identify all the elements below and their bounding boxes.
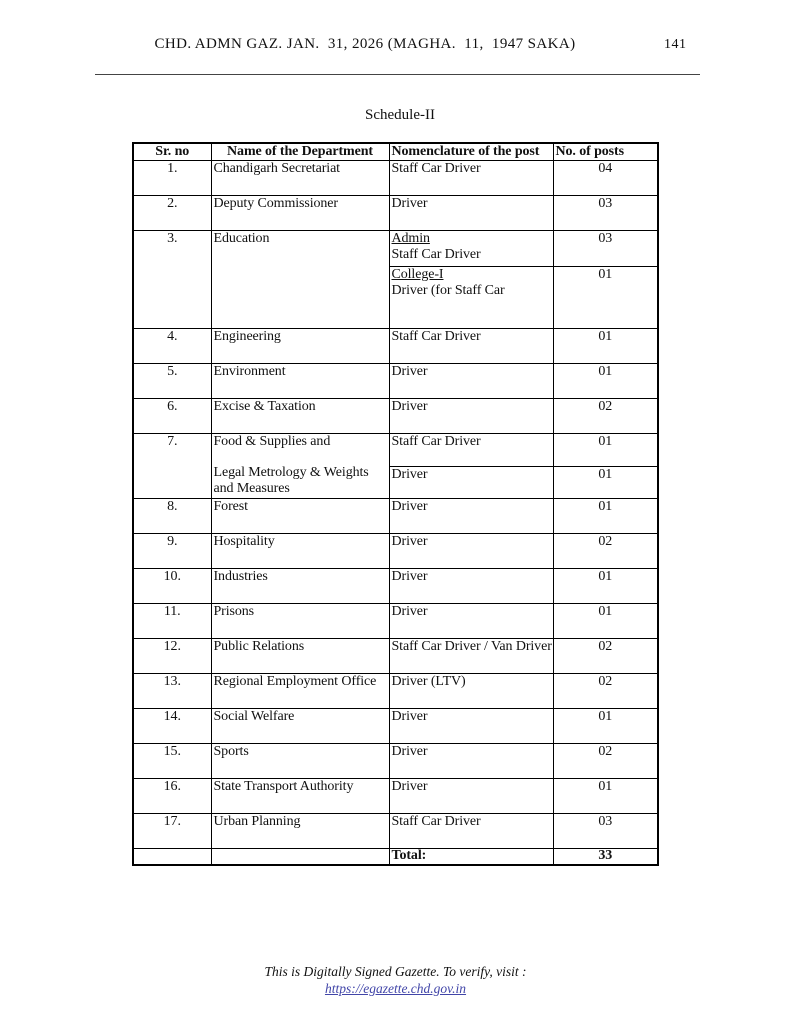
posts-count-cell: 03 bbox=[553, 196, 658, 231]
table-row bbox=[133, 744, 658, 779]
department-cell: Forest bbox=[211, 499, 389, 534]
sr-cell: 11. bbox=[133, 604, 211, 639]
column-header: Nomenclature of the post bbox=[389, 143, 553, 161]
posts-count-cell: 02 bbox=[553, 744, 658, 779]
nomenclature-cell: Driver bbox=[389, 399, 553, 434]
sr-cell: 6. bbox=[133, 399, 211, 434]
sr-cell: 8. bbox=[133, 499, 211, 534]
table-row bbox=[133, 604, 658, 639]
posts-count-cell: 02 bbox=[553, 534, 658, 569]
sr-cell: 16. bbox=[133, 779, 211, 814]
posts-count-cell: 01 bbox=[553, 709, 658, 744]
table-row bbox=[133, 674, 658, 709]
posts-count-cell: 01 bbox=[553, 569, 658, 604]
department-cell: Industries bbox=[211, 569, 389, 604]
department-cell: Deputy Commissioner bbox=[211, 196, 389, 231]
table-row bbox=[133, 434, 658, 467]
posts-count-cell: 02 bbox=[553, 639, 658, 674]
department-cell: Engineering bbox=[211, 329, 389, 364]
department-cell: Excise & Taxation bbox=[211, 399, 389, 434]
table-row bbox=[133, 499, 658, 534]
table-row bbox=[133, 161, 658, 196]
department-cell: Prisons bbox=[211, 604, 389, 639]
sr-cell: 13. bbox=[133, 674, 211, 709]
page-footer bbox=[0, 964, 791, 997]
posts-count-cell: 01 bbox=[553, 267, 658, 329]
column-header: Name of the Department bbox=[211, 143, 389, 161]
department-cell: Environment bbox=[211, 364, 389, 399]
schedule-title: Schedule-II bbox=[365, 107, 435, 123]
column-header: Sr. no bbox=[133, 143, 211, 161]
sr-cell: 7. bbox=[133, 434, 211, 499]
posts-count-cell: 03 bbox=[553, 814, 658, 849]
nomenclature-cell: College-I Driver (for Staff Car bbox=[389, 267, 553, 329]
posts-count-cell: 01 bbox=[553, 604, 658, 639]
sr-cell: 1. bbox=[133, 161, 211, 196]
sr-cell bbox=[133, 849, 211, 866]
nomenclature-cell: Staff Car Driver bbox=[389, 814, 553, 849]
sr-cell: 14. bbox=[133, 709, 211, 744]
table-row bbox=[133, 569, 658, 604]
posts-count-cell: 04 bbox=[553, 161, 658, 196]
total-label-cell: Total: bbox=[389, 849, 553, 866]
nomenclature-cell: Driver (LTV) bbox=[389, 674, 553, 709]
sr-cell: 4. bbox=[133, 329, 211, 364]
sr-cell: 5. bbox=[133, 364, 211, 399]
nomenclature-cell: Driver bbox=[389, 467, 553, 499]
sr-cell: 3. bbox=[133, 231, 211, 329]
nomenclature-cell: Driver bbox=[389, 744, 553, 779]
posts-count-cell: 01 bbox=[553, 329, 658, 364]
department-cell bbox=[211, 849, 389, 866]
nomenclature-cell: Staff Car Driver bbox=[389, 161, 553, 196]
table-row bbox=[133, 534, 658, 569]
nomenclature-cell: Driver bbox=[389, 604, 553, 639]
posts-count-cell: 02 bbox=[553, 399, 658, 434]
table-row bbox=[133, 231, 658, 267]
department-cell: Regional Employment Office bbox=[211, 674, 389, 709]
posts-count-cell: 01 bbox=[553, 364, 658, 399]
nomenclature-cell: Driver bbox=[389, 499, 553, 534]
header-divider bbox=[95, 74, 700, 75]
table-row bbox=[133, 399, 658, 434]
table-row bbox=[133, 329, 658, 364]
department-cell: Food & Supplies and Legal Metrology & Weights and Measures bbox=[211, 434, 389, 499]
department-cell: Urban Planning bbox=[211, 814, 389, 849]
nomenclature-cell: Staff Car Driver bbox=[389, 434, 553, 467]
page-number: 141 bbox=[664, 37, 687, 52]
table-row bbox=[133, 814, 658, 849]
table-body bbox=[133, 161, 658, 866]
sr-cell: 12. bbox=[133, 639, 211, 674]
sr-cell: 9. bbox=[133, 534, 211, 569]
nomenclature-cell: Staff Car Driver / Van Driver bbox=[389, 639, 553, 674]
table-row bbox=[133, 639, 658, 674]
sr-cell: 10. bbox=[133, 569, 211, 604]
sr-cell: 17. bbox=[133, 814, 211, 849]
department-cell: Public Relations bbox=[211, 639, 389, 674]
total-row bbox=[133, 849, 658, 866]
department-cell: Chandigarh Secretariat bbox=[211, 161, 389, 196]
nomenclature-cell: Driver bbox=[389, 534, 553, 569]
posts-count-cell: 01 bbox=[553, 779, 658, 814]
department-cell: Social Welfare bbox=[211, 709, 389, 744]
nomenclature-cell: Driver bbox=[389, 196, 553, 231]
nomenclature-cell: Admin Staff Car Driver bbox=[389, 231, 553, 267]
table-row bbox=[133, 196, 658, 231]
department-cell: Education bbox=[211, 231, 389, 329]
nomenclature-cell: Driver bbox=[389, 779, 553, 814]
nomenclature-cell: Driver bbox=[389, 569, 553, 604]
department-cell: Sports bbox=[211, 744, 389, 779]
header-row bbox=[133, 143, 658, 161]
schedule-table bbox=[132, 142, 659, 866]
table-row bbox=[133, 709, 658, 744]
total-value-cell: 33 bbox=[553, 849, 658, 866]
posts-count-cell: 03 bbox=[553, 231, 658, 267]
posts-count-cell: 01 bbox=[553, 434, 658, 467]
nomenclature-cell: Driver bbox=[389, 364, 553, 399]
posts-count-cell: 01 bbox=[553, 499, 658, 534]
gazette-header-line: CHD. ADMN GAZ. JAN. 31, 2026 (MAGHA. 11, 1947 SAKA) bbox=[154, 36, 576, 52]
department-cell: Hospitality bbox=[211, 534, 389, 569]
table-head bbox=[133, 143, 658, 161]
table-row bbox=[133, 779, 658, 814]
department-cell: State Transport Authority bbox=[211, 779, 389, 814]
nomenclature-cell: Staff Car Driver bbox=[389, 329, 553, 364]
sr-cell: 2. bbox=[133, 196, 211, 231]
verify-link[interactable]: https://egazette.chd.gov.in bbox=[324, 981, 467, 996]
posts-count-cell: 02 bbox=[553, 674, 658, 709]
nomenclature-cell: Driver bbox=[389, 709, 553, 744]
table-row bbox=[133, 364, 658, 399]
sr-cell: 15. bbox=[133, 744, 211, 779]
signature-note: This is Digitally Signed Gazette. To verify, visit : bbox=[264, 964, 527, 979]
posts-count-cell: 01 bbox=[553, 467, 658, 499]
column-header: No. of posts bbox=[553, 143, 658, 161]
